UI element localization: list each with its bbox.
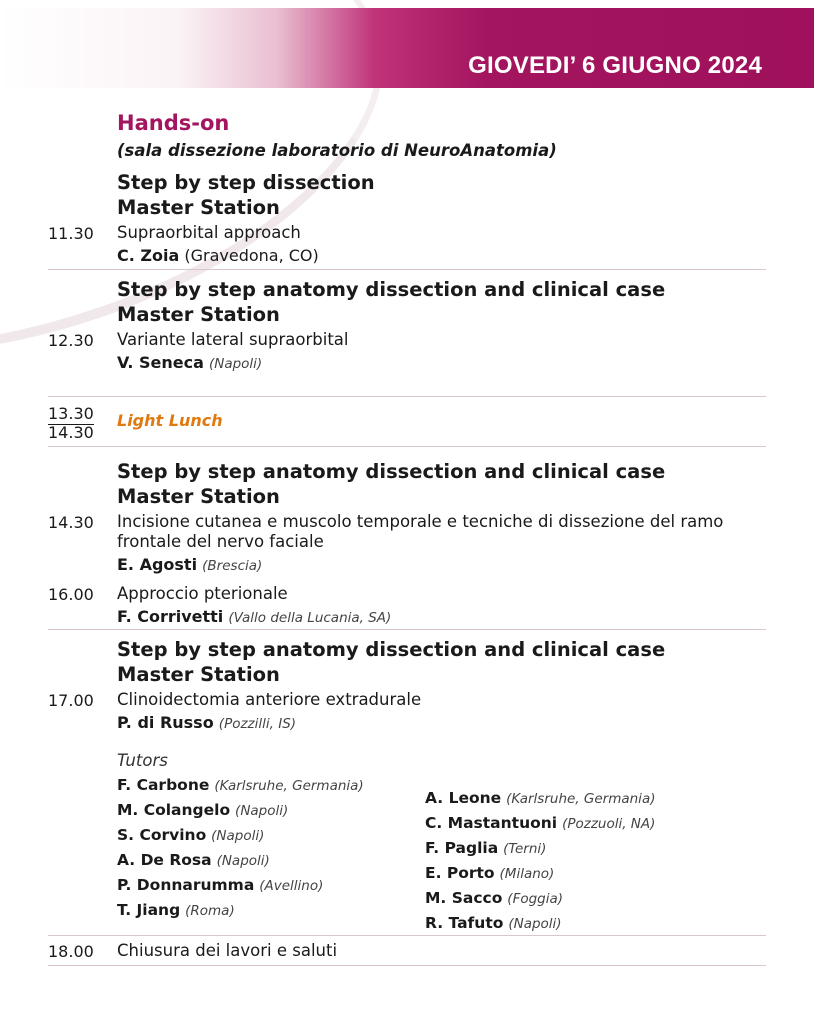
- tutor-entry: [425, 789, 655, 807]
- date-banner: [0, 8, 814, 88]
- tutor-entry: [117, 776, 364, 794]
- tutor-place: (Napoli): [235, 803, 289, 819]
- tutor-name: A. Leone: [425, 789, 502, 807]
- tutor-entry: [425, 914, 562, 932]
- session-time: 14.30: [48, 513, 94, 532]
- tutor-place: (Pozzuoli, NA): [562, 816, 656, 832]
- lunch-time-end: 14.30: [48, 423, 94, 442]
- tutor-entry: [117, 876, 323, 894]
- block-heading-line2: Master Station: [117, 663, 280, 686]
- speaker-affiliation: (Vallo della Lucania, SA): [228, 610, 392, 626]
- block-heading-line2: Master Station: [117, 196, 280, 219]
- talk-title: Clinoidectomia anteriore extradurale: [117, 690, 422, 709]
- divider: [48, 629, 766, 630]
- tutor-name: S. Corvino: [117, 826, 207, 844]
- tutor-place: (Avellino): [259, 878, 324, 894]
- block-heading-line1: Step by step anatomy dissection and clinical case: [117, 638, 666, 661]
- talk-title: Variante lateral supraorbital: [117, 330, 349, 349]
- hands-on-title: Hands-on: [117, 111, 230, 135]
- speaker-name: P. di Russo: [117, 713, 214, 732]
- speaker-name: E. Agosti: [117, 555, 198, 574]
- tutor-entry: [117, 851, 270, 869]
- tutor-name: R. Tafuto: [425, 914, 504, 932]
- session-time: 17.00: [48, 691, 94, 710]
- session-time: 12.30: [48, 331, 94, 350]
- tutor-entry: [425, 839, 546, 857]
- block-heading-line2: Master Station: [117, 485, 280, 508]
- tutor-name: F. Paglia: [425, 839, 499, 857]
- tutor-place: (Roma): [185, 903, 235, 919]
- speaker-affiliation: (Napoli): [208, 356, 263, 372]
- speaker-line: [117, 353, 262, 372]
- divider: [48, 269, 766, 270]
- speaker-affiliation: (Gravedona, CO): [184, 246, 319, 265]
- date-title: GIOVEDI’ 6 GIUGNO 2024: [468, 52, 762, 79]
- closing-label: Chiusura dei lavori e saluti: [117, 941, 338, 960]
- block-heading-line2: Master Station: [117, 303, 280, 326]
- speaker-line: [117, 607, 391, 626]
- speaker-line: [117, 246, 319, 265]
- block-heading-line1: Step by step dissection: [117, 171, 375, 194]
- session-time: 16.00: [48, 585, 94, 604]
- tutors-label: Tutors: [117, 751, 168, 770]
- divider: [48, 965, 766, 966]
- hands-on-location: (sala dissezione laboratorio di NeuroAnatomia): [117, 141, 557, 160]
- block-heading-line1: Step by step anatomy dissection and clinical case: [117, 278, 666, 301]
- talk-title-line1: Incisione cutanea e muscolo temporale e tecniche di dissezione del ramo: [117, 512, 724, 531]
- tutor-place: (Karlsruhe, Germania): [506, 791, 656, 807]
- tutor-place: (Napoli): [216, 853, 270, 869]
- tutor-entry: [425, 814, 655, 832]
- tutor-entry: [117, 826, 264, 844]
- block-heading: [117, 459, 665, 509]
- talk-title: Approccio pterionale: [117, 584, 288, 603]
- tutor-place: (Milano): [499, 866, 555, 882]
- session-time: 11.30: [48, 224, 94, 243]
- tutor-name: F. Carbone: [117, 776, 210, 794]
- speaker-name: V. Seneca: [117, 353, 204, 372]
- divider: [48, 396, 766, 397]
- tutor-name: E. Porto: [425, 864, 495, 882]
- speaker-name: C. Zoia: [117, 246, 180, 265]
- tutor-name: T. Jiang: [117, 901, 181, 919]
- divider: [48, 935, 766, 936]
- tutor-name: P. Donnarumma: [117, 876, 255, 894]
- tutor-name: M. Colangelo: [117, 801, 231, 819]
- tutor-place: (Foggia): [507, 891, 564, 907]
- session-time: 18.00: [48, 942, 94, 961]
- lunch-label: Light Lunch: [117, 411, 223, 430]
- tutor-name: M. Sacco: [425, 889, 503, 907]
- speaker-affiliation: (Pozzilli, IS): [218, 716, 297, 732]
- tutor-place: (Terni): [503, 841, 547, 857]
- speaker-line: [117, 713, 296, 732]
- block-heading: [117, 277, 665, 327]
- tutor-place: (Karlsruhe, Germania): [214, 778, 364, 794]
- lunch-time-start: 13.30: [48, 404, 94, 423]
- block-heading: [117, 170, 375, 220]
- tutor-entry: [117, 801, 288, 819]
- tutor-name: A. De Rosa: [117, 851, 212, 869]
- talk-title: Supraorbital approach: [117, 223, 301, 242]
- tutor-place: (Napoli): [211, 828, 265, 844]
- tutor-place: (Napoli): [508, 916, 562, 932]
- speaker-line: [117, 555, 262, 574]
- tutor-entry: [117, 901, 235, 919]
- speaker-affiliation: (Brescia): [202, 558, 263, 574]
- tutor-entry: [425, 889, 563, 907]
- tutor-entry: [425, 864, 554, 882]
- divider: [48, 446, 766, 447]
- tutor-name: C. Mastantuoni: [425, 814, 558, 832]
- block-heading-line1: Step by step anatomy dissection and clinical case: [117, 460, 666, 483]
- speaker-name: F. Corrivetti: [117, 607, 224, 626]
- block-heading: [117, 637, 665, 687]
- talk-title-line2: frontale del nervo faciale: [117, 532, 324, 551]
